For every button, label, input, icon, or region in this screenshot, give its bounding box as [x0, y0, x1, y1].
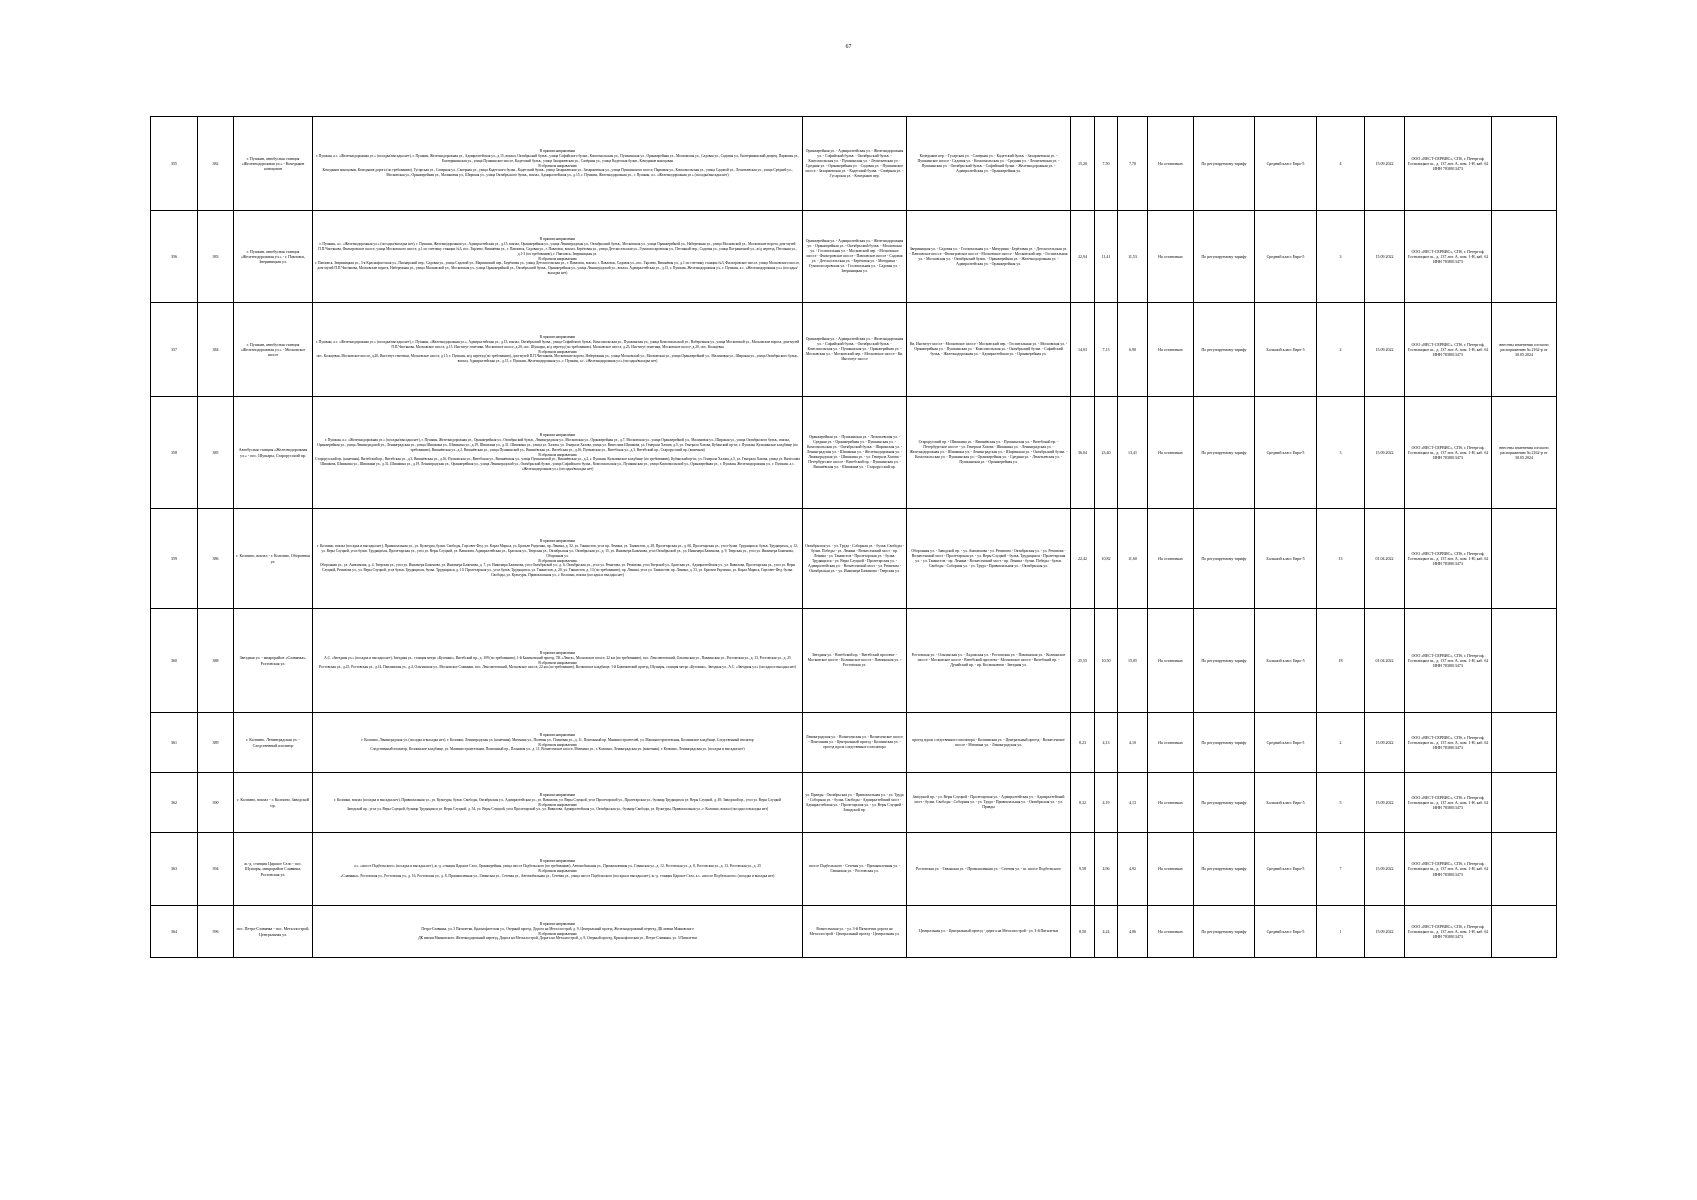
- backward-stops: «Славянка», Ростовская ул., Ростовская ул., д. 16, Ростовская ул., д. 8, Промышленная ул., Гаванская ул., Сетевая ул., Автомобильная ул., Сетевая ул., улица шоссе Подбельского (посадка и высадка нет), ж.-д. станция Царское Село, а.с. «шоссе Подбельского» (посадка и высадка нет): [340, 873, 775, 878]
- vehicle-class-cell: Средний класс Евро-5: [1255, 713, 1317, 773]
- page-number: 67: [845, 44, 852, 50]
- vehicle-count-cell: 5: [1317, 773, 1365, 833]
- length-backward-cell: 4,92: [1118, 833, 1148, 906]
- streets-backward-cell: Ростовская ул. - Ольгинская ул. - Ладожская ул. - Ростовская ул. - Павлинская ул. - Колпинское шоссе - Московское шоссе - Витебский проспект - Московское шоссе - Витебский пр. - Дунайский пр. - пр. Космонавтов - Звездная ул.: [907, 609, 1071, 713]
- route-number-cell: 384: [198, 303, 234, 397]
- route-number-cell: 382: [198, 117, 234, 211]
- note-cell: [1492, 117, 1557, 211]
- length-total-cell: 8,50: [1071, 906, 1095, 958]
- note-cell: внесены изменения согласно распоряжению № 2162-р от 30.05.2024: [1492, 303, 1557, 397]
- stops-cell: [313, 117, 803, 211]
- reg-number-cell: 359: [151, 509, 198, 609]
- stop-order-cell: На остановках: [1148, 906, 1194, 958]
- stop-order-cell: На остановках: [1148, 773, 1194, 833]
- backward-heading: В обратном направлении: [538, 349, 577, 354]
- tariff-cell: По регулируемому тарифу: [1194, 211, 1255, 303]
- vehicle-count-cell: 2: [1317, 303, 1365, 397]
- streets-forward-cell: Ленинградская ул. - Вознесенская ул. - Вознесенское шоссе - Понтонная ул. - Центральный проезд - Колпинская ул. - проезд вдоль следственного изолятора: [803, 713, 907, 773]
- carrier-cell: ООО «ВЕСТ-СЕРВИС», СПб, г. Петергоф, Гостилицкое ш., д. 137 лит. А, пом. 1-Н, каб. 62 ИНН 7838013473: [1405, 509, 1492, 609]
- route-number-cell: 396: [198, 906, 234, 958]
- backward-stops: Заводской пр., угол ул. Веры Слуцкой, бульвар Трудящихся ул. Веры Слуцкой, д. 54, ул. Веры Слуцкой, угол Пролетарской ул., ул. Вавилова, Адмиралтейская ул., Октябрьская ул., бульвар Свободы, ул. Культуры, Привокзальная ул., г. Колпино, вокзал (посадка и высадка нет): [346, 807, 769, 812]
- length-backward-cell: 7,70: [1118, 117, 1148, 211]
- vehicle-count-cell: 3: [1317, 397, 1365, 509]
- carrier-cell: ООО «ВЕСТ-СЕРВИС», СПб, г. Петергоф, Гостилицкое ш., д. 137 лит. А, пом. 1-Н, каб. 62 ИНН 7838013473: [1405, 713, 1492, 773]
- length-forward-cell: 4,24: [1095, 906, 1118, 958]
- vehicle-class-cell: Большой класс Евро-5: [1255, 773, 1317, 833]
- length-backward-cell: 13,41: [1118, 397, 1148, 509]
- reg-number-cell: 358: [151, 397, 198, 509]
- reg-number-cell: 363: [151, 833, 198, 906]
- reg-number-cell: 356: [151, 211, 198, 303]
- backward-heading: В обратном направлении: [538, 931, 577, 936]
- forward-heading: В прямом направлении: [539, 236, 576, 241]
- note-cell: [1492, 833, 1557, 906]
- streets-forward-cell: шоссе Подбельского - Сетевая ул. - Промышленная ул. - Гаванская ул. - Ростовская ул.: [803, 833, 907, 906]
- stops-cell: [313, 609, 803, 713]
- vehicle-class-cell: Средний класс Евро-5: [1255, 117, 1317, 211]
- stop-order-cell: На остановках: [1148, 117, 1194, 211]
- vehicle-class-cell: Средний класс Евро-5: [1255, 833, 1317, 906]
- routes-table: [150, 116, 1557, 958]
- tariff-cell: По регулируемому тарифу: [1194, 397, 1255, 509]
- length-forward-cell: 4,13: [1095, 713, 1118, 773]
- route-name-cell: г. Колпино, вокзал - г. Колпино, Оборонная ул.: [234, 509, 313, 609]
- table-row: [151, 609, 1557, 713]
- tariff-cell: По регулируемому тарифу: [1194, 609, 1255, 713]
- carrier-cell: ООО «ВЕСТ-СЕРВИС», СПб, г. Петергоф, Гостилицкое ш., д. 137 лит. А, пом. 1-Н, каб. 62 ИНН 7838013473: [1405, 211, 1492, 303]
- forward-stops: г. Пушкин, а.с. «Железнодорожная ул.» (посадка/высадка нет), г. Пушкин, Железнодорожная ул., Адмиралтейская ул., д.15, вокзал, Оранжерейная ул., улица Ленинградская ул., Октябрьский бульв., Московская ул., улица Оранжерейной ул., Набережная ул., улица Московской ул., Московские ворота, дом-музей П.П.Чистякова, Фильтровское шоссе, улица Московского шоссе, д.1 по счетчику станции №3, пос. Тярлево, Вишнёвая ул., г. Павловск, Садовая ул., г. Павловск, вокзал, Берёзовая ул., улица Детскосельская ул., Гуммолосаровская ул., Песчаный пер., Садовая ул., улица Пограничной ул., ж/д переезд, Песчаная ул., д.1-3 (по требованию), г. Павловск, Звериницкая ул.: [318, 241, 797, 256]
- streets-backward-cell: Звериницкая ул. - Садовая ул. - Госпитальная ул. - Мичурина - Берёзовая ул. - Детскосельская ул. - Павловское шоссе - Фильтровское шоссе - Московское шоссе - Московский пер. - Госпитальная ул. - Московская ул. - Октябрьский бульв. - Оранжерейная ул. - Железнодорожная ул. - Адмиралтейская ул. - Оранжерейная ул.: [907, 211, 1071, 303]
- tariff-cell: По регулируемому тарифу: [1194, 713, 1255, 773]
- length-total-cell: 9,58: [1071, 833, 1095, 906]
- stop-order-cell: На остановках: [1148, 833, 1194, 906]
- forward-stops: г. Пушкин, а.с. «Железнодорожная ул.» (посадка/высадка нет), г. Пушкин, Железнодорожная ул., Оранжерейная ул., Октябрьский бульв., Ленинградская ул., Московская ул., Оранжерейная ул., д.7, Московская ул., улица Оранжерейной ул., Малиновая ул., Широкая ул., улица Октябрьского бульв., вокзал, Оранжерейная ул., улица Ленинградской ул., Ленинградская ул., улица Шишкина ул., Шишкина ул., д.19, Шишкина ул., д.31, Шишкина ул., улица ул. Хазова, ул. Генерала Хазова, улица ул. Вячеслава Шишкова, ул. Генерала Хазова, д.5, ул. Генерала Хазова, Кубанский пр-кт, г. Пушкин, Кузьминское кладбище (по требованию), Вишнёвская ул., д.2, Вишнёвская ул., улица Пушкинской ул., Вишнёвская ул., Витебская ул., д.16, Пулковская ул., Витебская ул., д.3, Витебский пр., Старорусский пр. (конечная): [317, 437, 798, 452]
- carrier-cell: ООО «ВЕСТ-СЕРВИС», СПб, г. Петергоф, Гостилицкое ш., д. 137 лит. А, пом. 1-Н, каб. 62 ИНН 7838013473: [1405, 117, 1492, 211]
- stop-order-cell: На остановках: [1148, 211, 1194, 303]
- note-cell: [1492, 773, 1557, 833]
- table-row: [151, 833, 1557, 906]
- stop-order-cell: На остановках: [1148, 713, 1194, 773]
- backward-heading: В обратном направлении: [538, 558, 577, 563]
- table-row: [151, 117, 1557, 211]
- table-row: [151, 906, 1557, 958]
- backward-heading: В обратном направлении: [538, 742, 577, 747]
- length-total-cell: 36,04: [1071, 397, 1095, 509]
- forward-heading: В прямом направлении: [539, 334, 576, 339]
- backward-heading: В обратном направлении: [538, 869, 577, 873]
- carrier-cell: ООО «ВЕСТ-СЕРВИС», СПб, г. Петергоф, Гостилицкое ш., д. 137 лит. А, пом. 1-Н, каб. 62 ИНН 7838013473: [1405, 397, 1492, 509]
- route-number-cell: 394: [198, 833, 234, 906]
- forward-heading: В прямом направлении: [539, 859, 576, 864]
- vehicle-count-cell: 4: [1317, 117, 1365, 211]
- vehicle-count-cell: 1: [1317, 906, 1365, 958]
- vehicle-class-cell: Средний класс Евро-5: [1255, 906, 1317, 958]
- forward-heading: В прямом направлении: [539, 538, 576, 543]
- length-backward-cell: 4,13: [1118, 773, 1148, 833]
- vehicle-count-cell: 2: [1317, 713, 1365, 773]
- note-cell: [1492, 906, 1557, 958]
- vehicle-count-cell: 7: [1317, 833, 1365, 906]
- backward-stops: пос. Кольцевая, Московское шоссе, д.20, Институт генетики, Московское шоссе, д.15, г. Пушкин, ж/д переезд (по требованию), дом-музей П.П.Чистякова, Московские ворота, Набережная ул., улица Московской ул., Московская ул., улица Оранжерейной ул., Малиновая ул., Широкая ул., улица Октябрьского бульв., вокзал, Адмиралтейская ул., д.15, г. Пушкин, Железнодорожная ул., г. Пушкин, а.с. «Железнодорожная ул.» (посадка/высадка нет): [316, 354, 799, 364]
- reg-number-cell: 362: [151, 773, 198, 833]
- streets-forward-cell: Оранжерейная ул. - Адмиралтейская ул. - Железнодорожная ул. - Софийский бульв. - Октябрьский бульв. - Комсомольская ул. - Пушкинская ул. - Оранжерейная ул. - Московская ул. - Московский пер. - Московское шоссе - Кв. Институт шоссе: [803, 303, 907, 397]
- note-cell: [1492, 211, 1557, 303]
- forward-stops: г. Колпино, Ленинградская ул. (посадка и высадка нет), г. Колпино, Ленинградская ул. (конечная), Мичмана ул., Полевая ул., Плановая ул., д. 11, Понтонный пр. Машиностроителей, ул. Машиностроительная, Колпинское кладбище, Следственный изолятор: [361, 737, 754, 742]
- note-cell: [1492, 509, 1557, 609]
- backward-stops: Ростовская ул., д.25, Ростовская ул., д.14, Павлинская ул., д.4, Ольгинская ул., Московское Славянки, пос. Ленсоветовский, Московское шоссе, 22 км (по требованию), Волковское кладбище, 1-й Баженовский проезд, Шушары, станция метро «Купчино», Звездная ул., А.С. «Звездная ул.» (посадка и высадка нет): [319, 665, 796, 670]
- length-backward-cell: 11,60: [1118, 509, 1148, 609]
- carrier-cell: ООО «ВЕСТ-СЕРВИС», СПб, г. Петергоф, Гостилицкое ш., д. 137 лит. А, пом. 1-Н, каб. 62 ИНН 7838013473: [1405, 609, 1492, 713]
- backward-heading: В обратном направлении: [538, 660, 577, 665]
- length-total-cell: 8,32: [1071, 773, 1095, 833]
- table-row: [151, 713, 1557, 773]
- route-number-cell: 385: [198, 397, 234, 509]
- stop-order-cell: На остановках: [1148, 509, 1194, 609]
- reg-number-cell: 355: [151, 117, 198, 211]
- length-backward-cell: 11,53: [1118, 211, 1148, 303]
- start-date-cell: 15.09.2022: [1365, 773, 1405, 833]
- streets-backward-cell: Заводской пр. - ул. Веры Слуцкой - Пролетарская ул. - Адмиралтейская ул. - Адмиралтейский мост - бульв. Свободы - Соборная ул. - ул. Труда - Привокзальная ул. - Октябрьская ул. - ул. Правды: [907, 773, 1071, 833]
- table-row: [151, 773, 1557, 833]
- length-forward-cell: 4,19: [1095, 773, 1118, 833]
- forward-stops: г. Колпино, вокзал (посадка и высадка нет), Привокзальная ул., ул. Культуры, бульв. Свободы, Октябрьская ул., Адмиралтейская ул., ул. Вавилова, ул. Веры Слуцкой, угол Пролетарской ул., Пролетарская ул., бульвар Трудящихся ул. Веры Слуцкой, д. 49, Заводской пр., угол ул. Веры Слуцкой: [334, 797, 781, 802]
- backward-heading: В обратном направлении: [538, 256, 577, 261]
- vehicle-count-cell: 13: [1317, 509, 1365, 609]
- length-forward-cell: 11,41: [1095, 211, 1118, 303]
- reg-number-cell: 357: [151, 303, 198, 397]
- backward-stops: Следственный изолятор, Колпинское кладбище, ул. Машиностроительная, Понтонный пр., Плановая ул., д. 11, Вознесенское шоссе, Мичмана ул., г. Колпино, Ленинградская ул. (конечная), г. Колпино, Ленинградская ул. (посадка и высадка нет): [370, 747, 745, 752]
- length-backward-cell: 15,05: [1118, 609, 1148, 713]
- stops-cell: [313, 906, 803, 958]
- length-backward-cell: 6,90: [1118, 303, 1148, 397]
- start-date-cell: 01.04.2022: [1365, 609, 1405, 713]
- table-row: [151, 397, 1557, 509]
- stops-cell: [313, 773, 803, 833]
- route-name-cell: г. Пушкин, автобусная станция «Железнодорожная ул.» - Кочедыков коноцован: [234, 117, 313, 211]
- forward-heading: В прямом направлении: [539, 732, 576, 737]
- route-name-cell: пос. Петро-Славянка - пос. Металлострой, Центральная ул.: [234, 906, 313, 958]
- streets-forward-cell: Октябрьская ул. - ул. Труда - Соборная ул. - бульв. Свободы - бульв. Победы - ул. Ленина - Вознесенский мост - пр. Ленина - ул. Танкистов - Пролетарская ул. - бульв. Трудящихся - ул. Веры Слуцкой - Пролетарская ул. - Адмиралтейская ул. - Вознесенский мост - ул. Ремизова - Октябрьская ул. - ул. Инженера Баженова - Тверская ул.: [803, 509, 907, 609]
- forward-heading: В прямом направлении: [539, 148, 576, 153]
- stops-cell: [313, 713, 803, 773]
- streets-backward-cell: Центральная ул. - Центральный проезд - дорога на Металлострой - ул. 3-й Пятилетки: [907, 906, 1071, 958]
- backward-heading: В обратном направлении: [538, 452, 577, 457]
- forward-heading: В прямом направлении: [539, 921, 576, 926]
- streets-forward-cell: Оранжерейная ул. - Адмиралтейская ул. - Железнодорожная ул. - Софийский бульв. - Октябрьский бульв. - Комсомольская ул. - Пушкинская ул. - Леонтьевская ул. - Средняя ул. - Оранжерейная ул. - Садовая ул. - Пушкинское шоссе - Захаржевская ул. - Кадетский бульв. - Сапёрная ул. - Гусарская ул. - Кочедыков пер.: [803, 117, 907, 211]
- stops-cell: [313, 397, 803, 509]
- stop-order-cell: На остановках: [1148, 303, 1194, 397]
- streets-forward-cell: ул. Правды - Октябрьская ул. - Привокзальная ул. - ул. Труда - Соборная ул. - бульв. Свободы - Адмиралтейский мост - Адмиралтейская ул. - Пролетарская ул. - ул. Веры Слуцкой - Заводской пр.: [803, 773, 907, 833]
- start-date-cell: 15.09.2022: [1365, 713, 1405, 773]
- streets-backward-cell: Оборонная ул. - Заводской пр. - ул. Анисимова - ул. Ремизова - Октябрьская ул. - ул. Ремизова - Вознесенский мост - Пролетарская ул. - ул. Веры Слуцкой - бульв. Трудящихся - Пролетарская ул. - ул. Танкистов - пр. Ленина - Вознесенский мост - пр. Ленина - бульв. Победы - бульв. Свободы - Соборная ул. - ул. Труда - Привокзальная ул. - Октябрьская ул.: [907, 509, 1071, 609]
- backward-stops: Оборонная ул., ул. Анисимова, д. 4, Тверская ул., угол ул. Инженера Баженова, ул. Инженера Баженова, д. 7, ул. Инженера Баженова, угол Октябрьской ул., д. 6, Октябрьская ул., угол ул. Ремизова, ул. Ремизова, угол Тверской ул., Братская ул., Адмиралтейская ул., ул. Вавилова, Пролетарская ул., угол ул. Веры Слуцкой, Ремизова ул., ул. Веры Слуцкой, угол бульв. Трудящихся, бульв. Трудящихся, д. 10, Пролетарская ул., угол бульв. Трудящихся, ул. Танкистов, д. 20, ул. Танкистов, д. 13 (по требованию), пр. Ленина, угол ул. Танкистов, пр. Ленина, д. 53, ул. Братьев Радченко, ул. Карла Маркса, Горсовет Фед. бульв. Свободы, ул. Культуры, Привокзальная ул., г. Колпино, вокзал (посадка и высадка нет): [319, 563, 796, 578]
- forward-stops: г. Пушкин, а.с. «Железнодорожная ул.» (посадка/высадка нет), г. Пушкин, Железнодорожная ул., Адмиралтейская ул., д.15, вокзал, Октябрьский бульв., улица Софийского бульв., Комсомольская ул., Пушкинская ул., Оранжерейная ул., Московская ул., Садовая ул., Садовая ул., Екатерининский дворец, Парковая ул., Екатерининская ул., улица Пушкинское шоссе, Кадетский бульв., улица Захаржевская ул., Сапёрная ул., улица Кадетская бульв., Кочедыков конoцован: [315, 153, 800, 163]
- stop-order-cell: На остановках: [1148, 609, 1194, 713]
- forward-stops: А.С. «Звездная ул.» (посадка и высадка нет), Звездная ул., станция метро «Купчино», Витебский пр., д. 109 (по требованию), 1-й Баженовский проезд, ТК «Лента», Московское шоссе, 22 км (по требованию), пос. Ленсоветовский, Ольгинская ул., Павлинская ул., Ростовская ул., д. 13, Ростовская ул., д. 25: [324, 655, 791, 660]
- length-total-cell: 15,20: [1071, 117, 1095, 211]
- route-number-cell: 388: [198, 609, 234, 713]
- reg-number-cell: 361: [151, 713, 198, 773]
- note-cell: [1492, 713, 1557, 773]
- table-row: [151, 211, 1557, 303]
- length-forward-cell: 4,96: [1095, 833, 1118, 906]
- streets-forward-cell: Звездная ул. - Витебский пр. - Витебский проспект - Московское шоссе - Колпинское шоссе - Павлинская ул. - Ростовская ул.: [803, 609, 907, 713]
- stops-cell: [313, 509, 803, 609]
- stops-cell: [313, 303, 803, 397]
- table-row: [151, 303, 1557, 397]
- stops-cell: [313, 833, 803, 906]
- tariff-cell: По регулируемому тарифу: [1194, 773, 1255, 833]
- carrier-cell: ООО «ВЕСТ-СЕРВИС», СПб, г. Петергоф, Гостилицкое ш., д. 137 лит. А, пом. 1-Н, каб. 62 ИНН 7838013473: [1405, 773, 1492, 833]
- route-number-cell: 390: [198, 773, 234, 833]
- start-date-cell: 15.09.2022: [1365, 303, 1405, 397]
- start-date-cell: 15.09.2022: [1365, 211, 1405, 303]
- forward-heading: В прямом направлении: [539, 792, 576, 797]
- tariff-cell: По регулируемому тарифу: [1194, 303, 1255, 397]
- reg-number-cell: 360: [151, 609, 198, 713]
- start-date-cell: 15.09.2022: [1365, 833, 1405, 906]
- length-total-cell: 25,55: [1071, 609, 1095, 713]
- length-total-cell: 22,94: [1071, 211, 1095, 303]
- note-cell: [1492, 609, 1557, 713]
- length-total-cell: 14,03: [1071, 303, 1095, 397]
- forward-heading: В прямом направлении: [539, 650, 576, 655]
- streets-backward-cell: Кочедыков пер. - Гусарская ул. - Саперная ул. - Кадетский бульв. - Захаржевская ул. - Пушкинское шоссе - Садовая ул. - Комсомольская ул. - Средняя ул. - Леонтьевская ул. - Пушкинская ул. - Октябрьский бульв. - Софийский бульв. - Железнодорожная ул. - Адмиралтейская ул. - Оранжерейная ул.: [907, 117, 1071, 211]
- carrier-cell: ООО «ВЕСТ-СЕРВИС», СПб, г. Петергоф, Гостилицкое ш., д. 137 лит. А, пом. 1-Н, каб. 62 ИНН 7838013473: [1405, 906, 1492, 958]
- route-number-cell: 383: [198, 211, 234, 303]
- length-forward-cell: 10,82: [1095, 509, 1118, 609]
- vehicle-count-cell: 3: [1317, 211, 1365, 303]
- vehicle-class-cell: Большой класс Евро-5: [1255, 303, 1317, 397]
- tariff-cell: По регулируемому тарифу: [1194, 509, 1255, 609]
- forward-stops: г. Пушкин, а.с. «Железнодорожная ул.» (посадка/высадка нет), г. Пушкин, «Железнодорожная ул.», Адмиралтейская ул., д.15, вокзал, Октябрьский бульв., улица Софийского бульв., Комсомольская ул., Пушкинская ул., улица Комсомольской ул., Набережная ул., улица Московской ул., Московские ворота, дом-музей П.П.Чистякова, Московское шоссе, д.15, Институт генетики, Московское шоссе, д.20, пос. Шушары, ж/д переезд (по требованию), Московское шоссе, д.23, Институт генетики, Московское шоссе, д.20, пос. Кольцевая: [315, 339, 800, 349]
- start-date-cell: 01.04.2022: [1365, 509, 1405, 609]
- tariff-cell: По регулируемому тарифу: [1194, 833, 1255, 906]
- start-date-cell: 15.09.2022: [1365, 906, 1405, 958]
- length-forward-cell: 7,13: [1095, 303, 1118, 397]
- streets-forward-cell: Оранжерейная ул. - Адмиралтейская ул. - Железнодорожная ул. - Оранжерейная ул. - Октябрьский бульв. - Московская ул. - Госпитальная ул. - Московский пер. - Московское шоссе - Фильтровское шоссе - Павловское шоссе - Садовая ул. - Детскосельская ул. - Берёзовая ул. - Мичурина - Гуммолосаровская ул. - Госпитальная ул. - Садовая ул. - Звериницкая ул.: [803, 211, 907, 303]
- backward-stops: Кочедыков конoцован, Кочедыков дорога (по требованию), Гусарская ул., Саперная ул., Саперная ул., улица Кадетского бульв., Кадетский бульв., улица Захаржевская ул., Захаржевская ул., улица Пушкинского шоссе, Парковая ул., Комсомольская ул., улица Садовой ул., Леонтьевская ул., улица Средней ул., Московская ул., Оранжерейная ул., Малиновая ул., Широкая ул., улица Октябрьского бульв., вокзал, Адмиралтейская ул., д.15, г. Пушкин, Железнодорожная ул., г. Пушкин, а.с. «Железнодорожная ул.» (посадка/высадка нет): [322, 168, 793, 178]
- tariff-cell: По регулируемому тарифу: [1194, 906, 1255, 958]
- route-name-cell: ж.-д. станция Царское Село - пос. Шушары, микрорайон Славянка, Ростовская ул.: [234, 833, 313, 906]
- backward-stops: г. Павловск, Звериницкая ул., 3-я Краснофлотская ул., Пионерский пер., Садовая ул., улица Садовой ул., Мариинский пер., Берёзовая ул., улица Детскосельская ул., г. Павловск, вокзал, г. Павловск, Садовая ул., пос. Тярлево, Вишнёвая ул., д.1 по счетчику станции №3, Фильтровское шоссе, улица Московского шоссе, дом-музей П.П.Чистякова, Московские ворота, Набережная ул., улица Московской ул., Московская ул., улица Оранжерейной ул., Октябрьский бульв., Оранжерейная ул., улица Ленинградской ул., вокзал, Адмиралтейская ул., д.15, г. Пушкин, Железнодорожная ул., г. Пушкин, а.с. «Железнодорожная ул.» (посадка/высадка нет): [315, 261, 800, 276]
- note-cell: внесены изменения согласно распоряжению № 2162-р от 30.05.2024: [1492, 397, 1557, 509]
- route-name-cell: г. Колпино, вокзал - г. Колпино, Заводской пр.: [234, 773, 313, 833]
- length-backward-cell: 4,10: [1118, 713, 1148, 773]
- streets-backward-cell: Старорусский пр. - Шишкина ул. - Вишнёвская ул. - Пушкинская ул. - Витебский пр. - Петербургское шоссе - ул. Генерала Хазова - Шишкина ул. - Ленинградская ул. - Железнодорожная ул. - Шишкина ул. - Ленинградская ул. - Ширинская ул. - Октябрьский бульв. - Комсомольская ул. - Пушкинская ул. - Оранжерейная ул. - Средняя ул. - Леонтьевская ул. - Пушкинская ул. - Оранжерейная ул.: [907, 397, 1071, 509]
- vehicle-class-cell: Средний класс Евро-5: [1255, 211, 1317, 303]
- route-name-cell: г. Пушкин, автобусная станция «Железнодорожная ул.» - Московское шоссе: [234, 303, 313, 397]
- backward-stops: ДК имени Маяковского, Железнодорожный переезд, Дорога на Металлострой, Дорога на Металлострой, д. 9, Озерный проезд, Краснофлотская ул., Петро-Славянка, ул. 3 Пятилетки: [418, 936, 697, 941]
- length-backward-cell: 4,06: [1118, 906, 1148, 958]
- route-name-cell: Звездная ул. - микрорайон «Славянка», Ростовская ул.: [234, 609, 313, 713]
- tariff-cell: По регулируемому тарифу: [1194, 117, 1255, 211]
- vehicle-class-cell: Большой класс Евро-5: [1255, 609, 1317, 713]
- length-forward-cell: 23,40: [1095, 397, 1118, 509]
- vehicle-class-cell: Средний класс Евро-5: [1255, 397, 1317, 509]
- route-number-cell: 389: [198, 713, 234, 773]
- route-number-cell: 386: [198, 509, 234, 609]
- vehicle-class-cell: Большой класс Евро-5: [1255, 509, 1317, 609]
- length-forward-cell: 7,50: [1095, 117, 1118, 211]
- route-name-cell: г. Пушкин, автобусная станция «Железнодорожная ул.» - г. Павловск, Звериницкая ул.: [234, 211, 313, 303]
- carrier-cell: ООО «ВЕСТ-СЕРВИС», СПб, г. Петергоф, Гостилицкое ш., д. 137 лит. А, пом. 1-Н, каб. 62 ИНН 7838013473: [1405, 833, 1492, 906]
- vehicle-count-cell: 18: [1317, 609, 1365, 713]
- streets-backward-cell: проезд вдоль следственного изолятора - Колпинская ул. - Центральный проезд - Вознесенское шоссе - Мичмана ул. - Ленинградская ул.: [907, 713, 1071, 773]
- backward-stops: Старорусский пр. (конечная), Витебский пр., Витебская ул., д.3, Вишнёвская ул., д.16, Пулковская ул., Витебская ул., Вишнёвская ул., улица Пушкинской ул., Вишнёвская ул., д.2, г. Пушкин, Кузьминское кладбище (по требованию), Кубанский пр-кт, ул. Генерала Хазова, д.5, ул. Генерала Хазова, улица ул. Вячеслава Шишкова, Шишкина ул., Шишкина ул., д.31, Шишкина ул., д.19, Ленинградская ул., Оранжерейная ул., улица Ленинградской ул., Октябрьский бульв., улица Софийского бульв., Комсомольская ул., Пушкинская ул., улица Комсомольской ул., Оранжерейная ул., г. Пушкин, Железнодорожная ул., г. Пушкин, а.с. «Железнодорожная ул.» (посадка/высадка нет): [315, 457, 800, 472]
- streets-backward-cell: Кв. Институт шоссе - Московское шоссе - Московский пер. - Госпитальная ул. - Московская ул. - Оранжерейная ул. - Пушкинская ул. - Комсомольская ул. - Октябрьский бульв. - Софийский бульв. - Железнодорожная ул. - Адмиралтейская ул. - Оранжерейная ул.: [907, 303, 1071, 397]
- streets-backward-cell: Ростовская ул. - Гаванская ул. - Промышленная ул. - Сетевая ул. - ш. шоссе Подбельского: [907, 833, 1071, 906]
- reg-number-cell: 364: [151, 906, 198, 958]
- stop-order-cell: На остановках: [1148, 397, 1194, 509]
- length-total-cell: 8,23: [1071, 713, 1095, 773]
- start-date-cell: 15.09.2022: [1365, 397, 1405, 509]
- carrier-cell: ООО «ВЕСТ-СЕРВИС», СПб, г. Петергоф, Гостилицкое ш., д. 137 лит. А, пом. 1-Н, каб. 62 ИНН 7838013473: [1405, 303, 1492, 397]
- stops-cell: [313, 211, 803, 303]
- backward-heading: В обратном направлении: [538, 163, 577, 168]
- route-name-cell: г. Колпино, Ленинградская ул. - Следственный изолятор: [234, 713, 313, 773]
- streets-forward-cell: Вознесенская ул. - ул. 3-й Пятилетки дорога на Металлострой - Центральный проезд - Центральная ул.: [803, 906, 907, 958]
- forward-stops: Петро-Славянка, ул. 3 Пятилетки, Краснофлотская ул., Озерный проезд, Дорога на Металлострой, д. 9, Центральный проезд, Железнодорожный переезд, ДК имени Маяковского: [421, 926, 694, 931]
- length-forward-cell: 10,50: [1095, 609, 1118, 713]
- route-name-cell: Автобусная станция «Железнодорожная ул.» - пос. Шушары, Старорусский пр.: [234, 397, 313, 509]
- length-total-cell: 22,42: [1071, 509, 1095, 609]
- backward-heading: В обратном направлении: [538, 802, 577, 807]
- forward-heading: В прямом направлении: [539, 432, 576, 437]
- table-row: [151, 509, 1557, 609]
- start-date-cell: 15.09.2022: [1365, 117, 1405, 211]
- forward-stops: а.с. «шоссе Подбельского» (посадка и высадка нет), ж.-д. станция Царское Село, Оранжерейная, улица шоссе Подбельского (по требованию), Автомобильная ул., Промышленная ул., Гаванская ул., д. 12, Ростовская ул., д. 8, Ростовская ул., д. 13, Ростовская ул., д. 25: [354, 864, 761, 869]
- streets-forward-cell: Оранжерейная ул. - Пушкинская ул. - Леонтьевская ул. - Средняя ул. - Оранжерейная ул. - Пушкинская ул. - Комсомольская ул. - Октябрьский бульв. - Ширинская ул. - Ленинградская ул. - Шишкина ул. - Железнодорожная ул. - Ленинградская ул. - Шишкина ул. - ул. Генерала Хазова - Петербургское шоссе - Витебский пр. - Пушкинская ул. - Вишнёвская ул. - Шишкина ул. - Старорусский пр.: [803, 397, 907, 509]
- forward-stops: г. Колпино, вокзал (посадка и высадка нет), Привокзальная ул., ул. Культуры, бульв. Свободы, Горсовет Фед. ул. Карла Маркса, ул. Братьев Радченко, пр. Ленина, д. 52, ул. Танкистов, угол пр. Ленина, ул. Танкистов, д. 28, Пролетарская ул., д. 60, Пролетарская ул., угол бульв. Трудящихся, бульв. Трудящихся, д. 12, ул. Веры Слуцкой, угол бульв. Трудящихся, Пролетарская ул., угол ул. Веры Слуцкой, ул. Вавилова, Адмиралтейская ул., Братская ул., Тверская ул., Октябрьская ул., Октябрьская ул., д. 15, ул. Инженера Баженова, угол Октябрьской ул., ул. Инженера Баженова, д. 9, Тверская ул., угол ул. Инженера Баженова, Оборонная ул.: [317, 543, 798, 558]
